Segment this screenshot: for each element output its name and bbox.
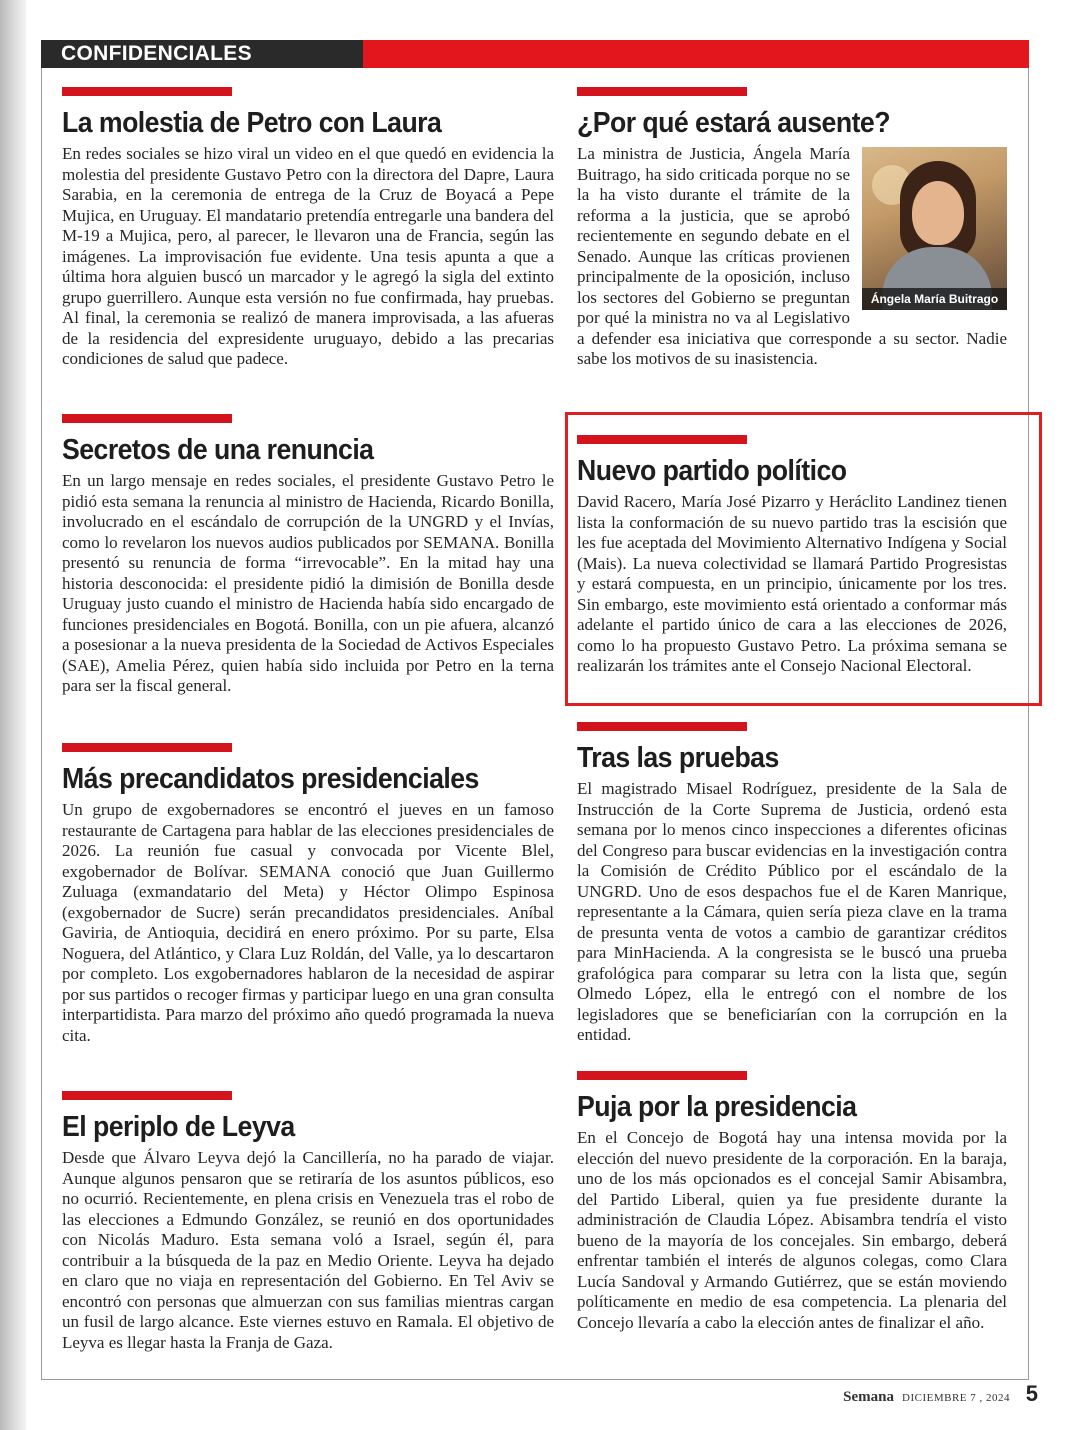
article-secretos-renuncia <box>62 414 554 697</box>
article-title: La molestia de Petro con Laura <box>62 107 442 139</box>
article-title: Nuevo partido político <box>577 455 847 487</box>
photo-caption: Ángela María Buitrago <box>862 288 1007 310</box>
magazine-name: Semana <box>843 1389 894 1405</box>
article-tras-pruebas <box>577 722 1007 1046</box>
portrait-photo <box>862 147 1007 310</box>
article-title: ¿Por qué estará ausente? <box>577 107 890 139</box>
article-body: Un grupo de exgobernadores se encontró el jueves en un famoso restaurante de Cartagena para hablar de las elecciones presidenciales de 2026. La reunión fue casual y convocada por Vicente Blel, exgobernador de Bolívar. SEMANA conoció que Juan Guillermo Zuluaga (exmandatario del Meta) y Héctor Olimpo Espinosa (exgobernador de Sucre) serán precandidatos presidenciales. Aníbal Gaviria, de Antioquia, decidirá en enero próximo. Por su parte, Elsa Noguera, del Atlántico, y Clara Luz Roldán, del Valle, ya lo descartaron por completo. Los exgobernadores hablaron de la necesidad de aspirar por sus partidos o recoger firmas y participar luego en una gran consulta interpartidista. Para marzo del próximo año quedó programada la nueva cita. <box>62 800 554 1045</box>
article-rule <box>577 87 747 96</box>
article-ausente <box>577 87 1007 370</box>
article-body: La ministra de Justicia, Ángela María Buitrago, ha sido criticada porque no se la ha visto durante el trámite de la reforma a la justicia, que se aprobó recientemente en segundo debate en el Senado. Aunque las críticas provienen principalmente de la oposición, incluso los sectores del Gobierno se preguntan por qué la ministra no va al Legislativo a defender esa iniciativa que corresponde a su sector. Nadie sabe los motivos de su inasistencia. <box>577 144 1007 368</box>
issue-date: DICIEMBRE 7 , 2024 <box>902 1392 1010 1404</box>
page-footer <box>843 1381 1038 1406</box>
article-rule <box>62 87 232 96</box>
article-periplo-leyva <box>62 1091 554 1353</box>
article-rule <box>62 743 232 752</box>
article-precandidatos <box>62 743 554 1046</box>
article-title: Secretos de una renuncia <box>62 434 374 466</box>
article-petro-laura <box>62 87 554 370</box>
article-rule <box>62 414 232 423</box>
page-spine-shadow <box>0 0 26 1430</box>
article-rule <box>577 722 747 731</box>
article-body: Desde que Álvaro Leyva dejó la Cancillería, no ha parado de viajar. Aunque algunos pensaron que se retiraría de los asuntos públicos, eso no ocurrió. Recientemente, en plena crisis en Venezuela tras el robo de las elecciones a Edmundo González, se reunió en dos oportunidades con Nicolás Maduro. Esta semana voló a Israel, según él, para contribuir a la búsqueda de la paz en Medio Oriente. Leyva ha dejado en claro que no viaja en representación del Gobierno. En Tel Aviv se encontró con personas que almuerzan con sus familias mientras cargan un fusil de largo alcance. Este viernes estuvo en Ramala. El objetivo de Leyva es llegar hasta la Franja de Gaza. <box>62 1148 554 1352</box>
article-body: David Racero, María José Pizarro y Heráclito Landinez tienen lista la conformación de su nuevo partido tras la escisión que les fue aceptada del Movimiento Alternativo Indígena y Social (Mais). La nueva colectividad se llamará Partido Progresistas y estará compuesta, en un principio, únicamente por los tres. Sin embargo, este movimiento está orientado a conformar más adelante el partido único de cara a las elecciones de 2026, como lo ha propuesto Gustavo Petro. La próxima semana se realizarán los trámites ante el Consejo Nacional Electoral. <box>577 492 1007 675</box>
highlight-box <box>565 412 1042 706</box>
article-puja-presidencia <box>577 1071 1007 1333</box>
article-body: En un largo mensaje en redes sociales, el presidente Gustavo Petro le pidió esta semana la renuncia al ministro de Hacienda, Ricardo Bonilla, involucrado en el escándalo de corrupción de la UNGRD y el Invías, como lo revelaron los nuevos audios publicados por SEMANA. Bonilla presentó su renuncia de forma “irrevocable”. En la mitad hay una historia desconocida: el presidente pidió la dimisión de Bonilla desde Uruguay justo cuando el ministro de Hacienda había sido encargado de funciones presidenciales en Bogotá. Bonilla, con un pie afuera, alcanzó a posesionar a la nueva presidenta de la Sociedad de Activos Especiales (SAE), Amelia Pérez, quien había sido incluida por Petro en la terna para ser la fiscal general. <box>62 471 554 695</box>
article-title: Tras las pruebas <box>577 742 779 774</box>
article-body: El magistrado Misael Rodríguez, presidente de la Sala de Instrucción de la Corte Suprema de Justicia, ordenó esta semana por lo menos cinco inspecciones a diferentes oficinas del Congreso para buscar evidencias en la investigación contra la Comisión de Crédito Público por el escándalo de la UNGRD. Uno de esos despachos fue el de Karen Manrique, representante a la Cámara, quien sería pieza clave en la trama de presunta venta de votos a cambio de garantizar créditos para MinHacienda. A la congresista se le buscó una prueba grafológica para comparar su letra con la lista que, según Olmedo López, ella le entregó con el nombre de los legisladores que se beneficiarían con la corrupción en la entidad. <box>577 779 1007 1044</box>
article-rule <box>577 1071 747 1080</box>
article-body: En redes sociales se hizo viral un video en el que quedó en evidencia la molestia del presidente Gustavo Petro con la directora del Dapre, Laura Sarabia, en la ceremonia de entrega de la Cruz de Boyacá a Pepe Mujica, en Uruguay. El mandatario pretendía entregarle una bandera del M-19 a Mujica, pero, al parecer, le llevaron una de Francia, según las imágenes. La improvisación fue evidente. Una tesis apunta a que a última hora alguien buscó un marcador y le agregó la sigla del extinto grupo guerrillero. Aunque esta versión no fue confirmada, hay pruebas. Al final, la ceremonia se realizó de manera improvisada, a las afueras de la residencia del expresidente uruguayo, debido a las precarias condiciones de salud que padece. <box>62 144 554 368</box>
section-header-bar <box>41 40 1029 68</box>
article-rule <box>62 1091 232 1100</box>
article-title: Puja por la presidencia <box>577 1091 857 1123</box>
page-number: 5 <box>1025 1381 1038 1406</box>
article-title: Más precandidatos presidenciales <box>62 763 479 795</box>
article-body: En el Concejo de Bogotá hay una intensa movida por la elección del nuevo presidente de la corporación. En la baraja, uno de los más opcionados es el concejal Samir Abisambra, del Partido Liberal, quien ya fue presidente durante la administración de Claudia López. Abisambra tendría el visto bueno de la mayoría de los concejales. Sin embargo, deberá enfrentar también el interés de algunos colegas, como Clara Lucía Sandoval y Armando Gutiérrez, que se están moviendo políticamente en medio de esa competencia. La plenaria del Concejo llevaría a cabo la elección antes de finalizar el año. <box>577 1128 1007 1332</box>
section-label: CONFIDENCIALES <box>41 40 363 68</box>
article-title: El periplo de Leyva <box>62 1111 295 1143</box>
